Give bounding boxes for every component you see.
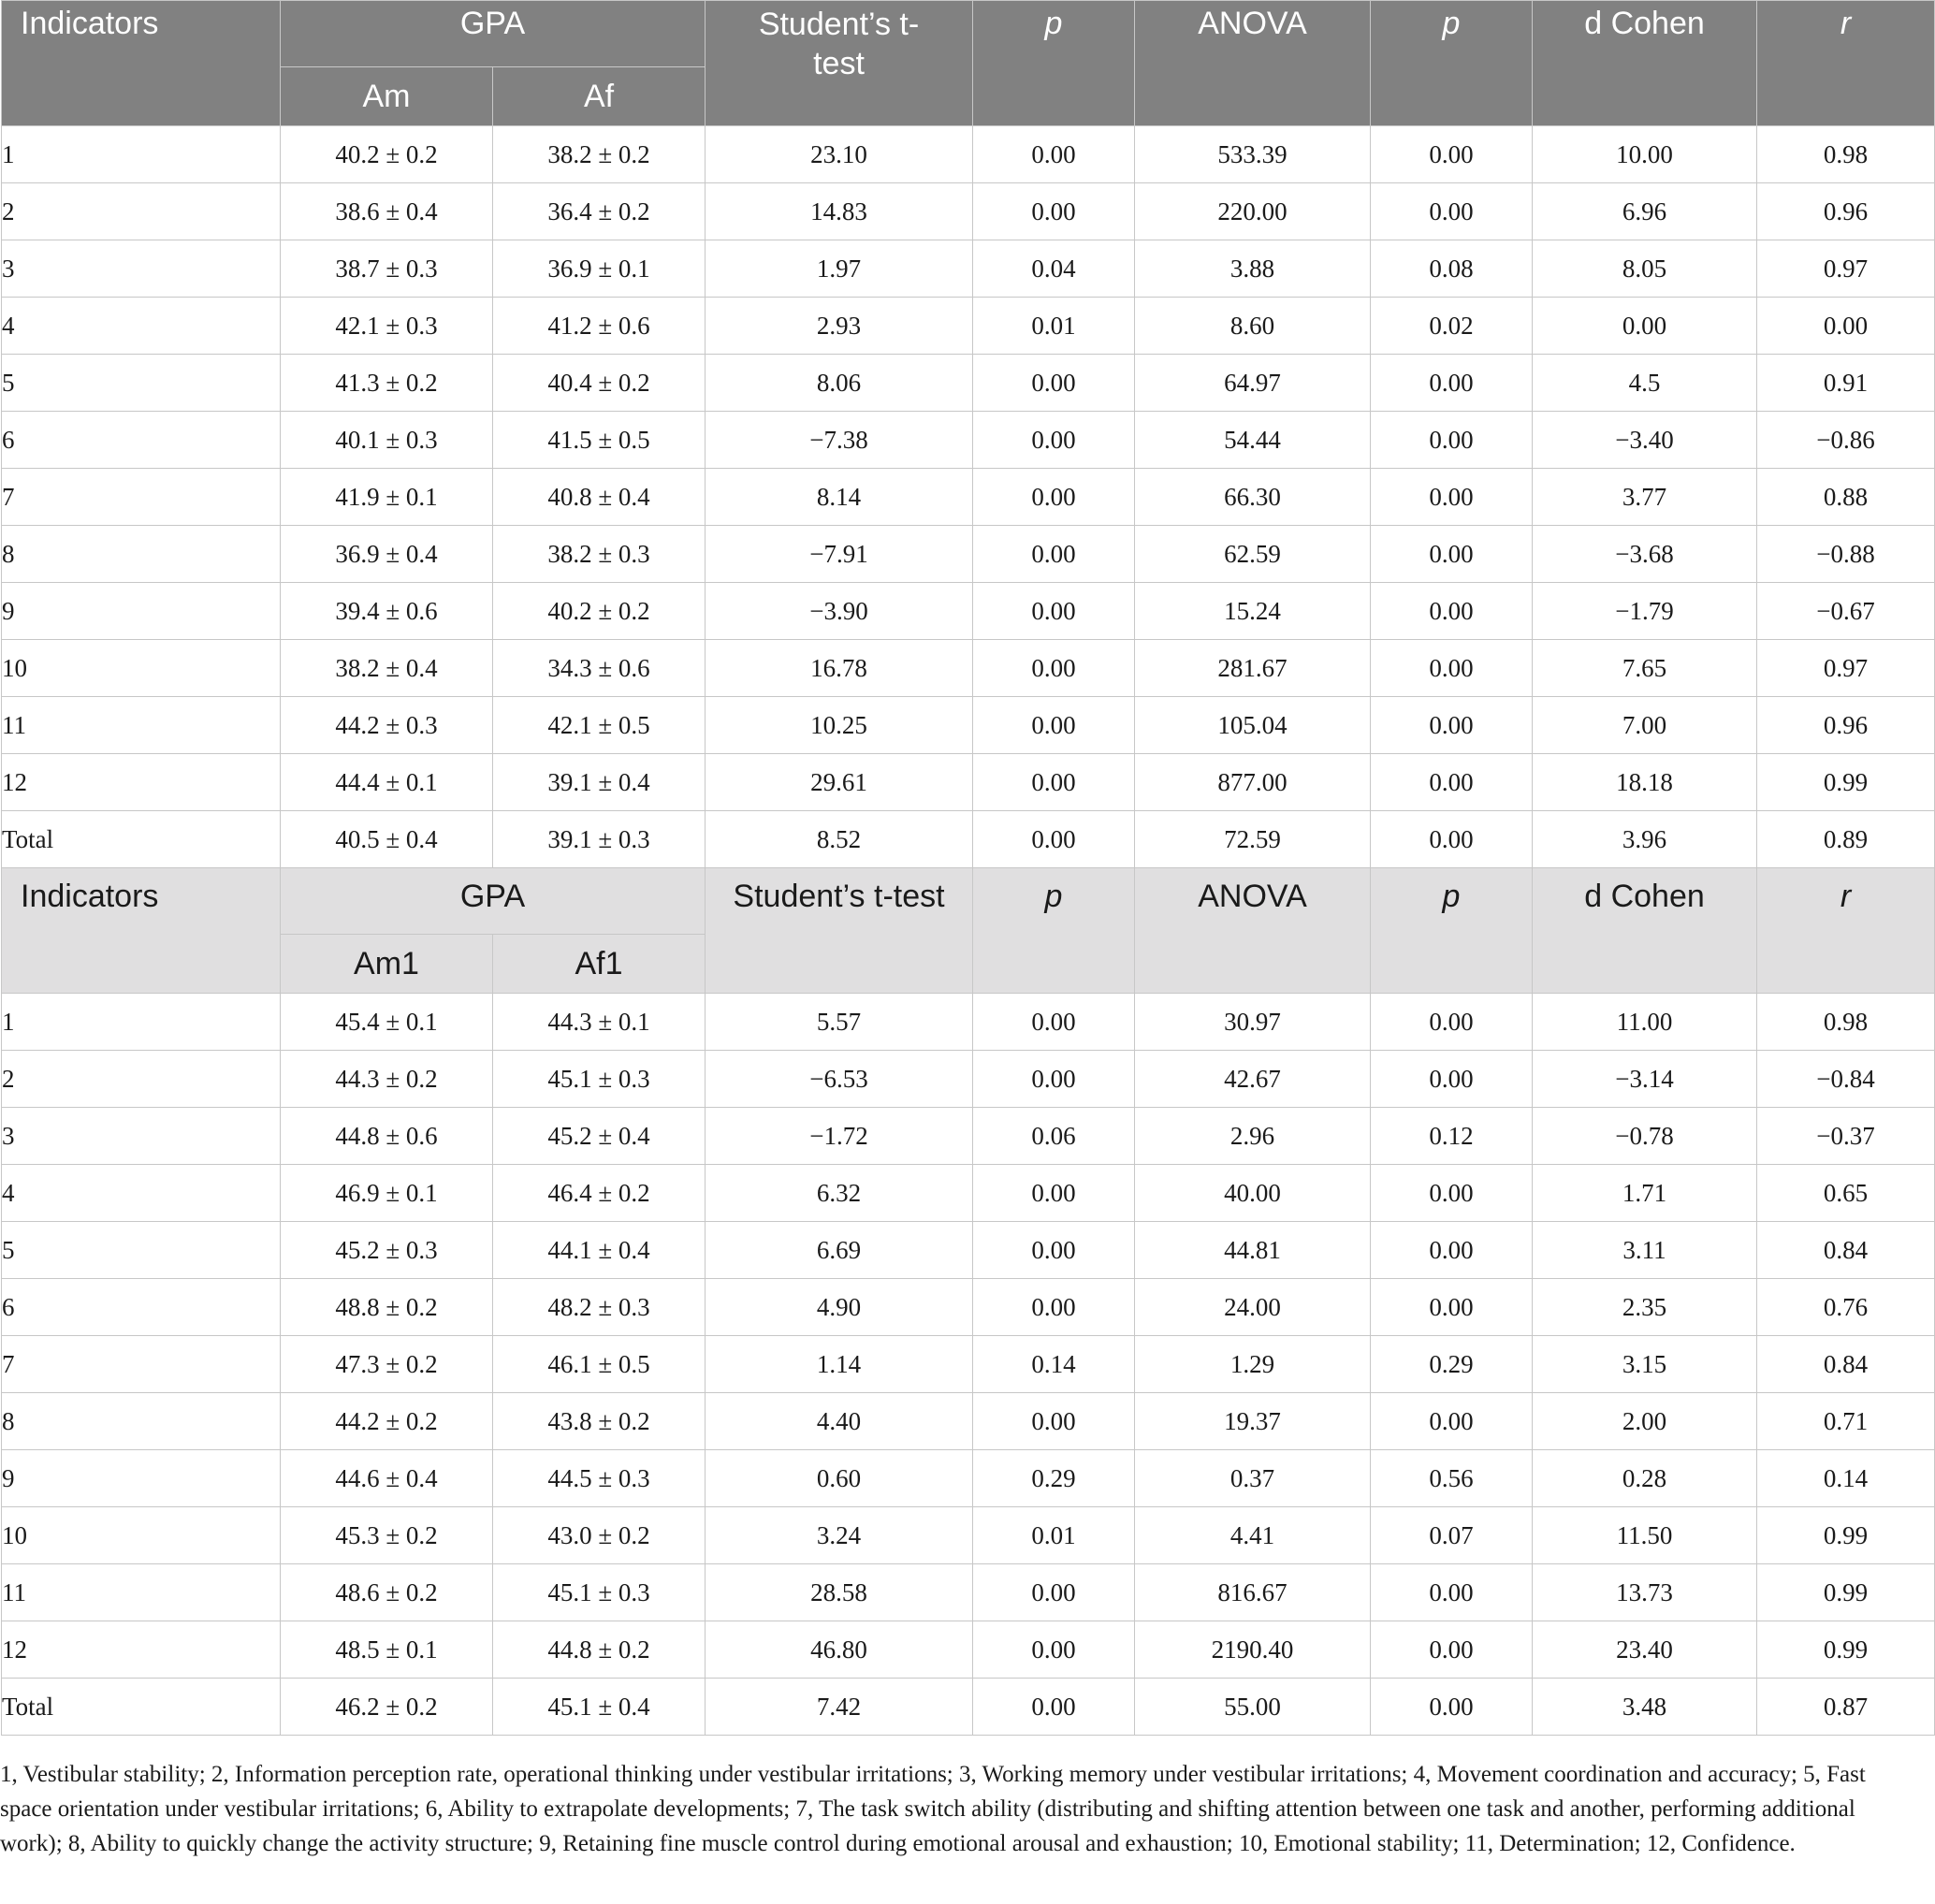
cell-r: 0.97 (1757, 240, 1935, 298)
cell-anova: 533.39 (1135, 126, 1371, 183)
cell-anova: 66.30 (1135, 469, 1371, 526)
cell-p-ttest: 0.00 (973, 697, 1135, 754)
cell-r: 0.91 (1757, 355, 1935, 412)
cell-p-anova: 0.00 (1371, 412, 1533, 469)
cell-r: 0.97 (1757, 640, 1935, 697)
header-p-anova: p (1371, 868, 1533, 994)
header-anova: ANOVA (1135, 1, 1371, 126)
cell-t-test: 14.83 (706, 183, 973, 240)
cell-anova: 0.37 (1135, 1450, 1371, 1507)
cell-indicator: 12 (2, 754, 281, 811)
cell-indicator: 3 (2, 240, 281, 298)
cell-anova: 220.00 (1135, 183, 1371, 240)
cell-p-ttest: 0.04 (973, 240, 1135, 298)
table-row (2, 1222, 1935, 1279)
table-row (2, 583, 1935, 640)
cell-p-anova: 0.00 (1371, 697, 1533, 754)
cell-p-anova: 0.12 (1371, 1108, 1533, 1165)
cell-d-cohen: 11.50 (1533, 1507, 1757, 1564)
cell-anova: 40.00 (1135, 1165, 1371, 1222)
cell-anova: 64.97 (1135, 355, 1371, 412)
cell-t-test: 1.14 (706, 1336, 973, 1393)
cell-r: 0.99 (1757, 1621, 1935, 1679)
cell-indicator: 9 (2, 583, 281, 640)
cell-group-b: 36.9 ± 0.1 (493, 240, 706, 298)
cell-d-cohen: 3.15 (1533, 1336, 1757, 1393)
cell-group-a: 46.9 ± 0.1 (281, 1165, 493, 1222)
cell-group-a: 36.9 ± 0.4 (281, 526, 493, 583)
cell-d-cohen: 4.5 (1533, 355, 1757, 412)
cell-p-anova: 0.56 (1371, 1450, 1533, 1507)
cell-d-cohen: 3.77 (1533, 469, 1757, 526)
cell-indicator: 10 (2, 1507, 281, 1564)
cell-indicator: 8 (2, 1393, 281, 1450)
cell-group-a: 45.4 ± 0.1 (281, 994, 493, 1051)
cell-indicator: 4 (2, 1165, 281, 1222)
cell-d-cohen: 3.48 (1533, 1679, 1757, 1736)
cell-p-ttest: 0.00 (973, 1051, 1135, 1108)
cell-group-b: 44.5 ± 0.3 (493, 1450, 706, 1507)
header-gpa: GPA (281, 1, 706, 67)
cell-indicator: 7 (2, 1336, 281, 1393)
cell-group-a: 38.7 ± 0.3 (281, 240, 493, 298)
table-row (2, 1564, 1935, 1621)
cell-group-b: 43.8 ± 0.2 (493, 1393, 706, 1450)
cell-t-test: −7.38 (706, 412, 973, 469)
header-gpa: GPA (281, 868, 706, 935)
cell-t-test: 4.90 (706, 1279, 973, 1336)
cell-indicator: 2 (2, 1051, 281, 1108)
cell-group-b: 43.0 ± 0.2 (493, 1507, 706, 1564)
table-row (2, 1165, 1935, 1222)
cell-indicator: 8 (2, 526, 281, 583)
header-p-ttest: p (973, 868, 1135, 994)
cell-t-test: 16.78 (706, 640, 973, 697)
table-row (2, 640, 1935, 697)
table2-body (2, 994, 1935, 1736)
cell-group-b: 40.8 ± 0.4 (493, 469, 706, 526)
cell-t-test: 23.10 (706, 126, 973, 183)
cell-indicator: 5 (2, 355, 281, 412)
cell-anova: 816.67 (1135, 1564, 1371, 1621)
table-row (2, 697, 1935, 754)
cell-indicator: 11 (2, 697, 281, 754)
cell-indicator: Total (2, 1679, 281, 1736)
cell-t-test: −7.91 (706, 526, 973, 583)
cell-group-b: 38.2 ± 0.2 (493, 126, 706, 183)
cell-group-b: 41.5 ± 0.5 (493, 412, 706, 469)
cell-p-ttest: 0.00 (973, 469, 1135, 526)
cell-d-cohen: −3.40 (1533, 412, 1757, 469)
table-row (2, 126, 1935, 183)
cell-p-anova: 0.08 (1371, 240, 1533, 298)
cell-anova: 3.88 (1135, 240, 1371, 298)
cell-group-a: 44.4 ± 0.1 (281, 754, 493, 811)
cell-group-b: 45.1 ± 0.3 (493, 1051, 706, 1108)
cell-r: 0.76 (1757, 1279, 1935, 1336)
cell-group-a: 46.2 ± 0.2 (281, 1679, 493, 1736)
cell-p-ttest: 0.00 (973, 1679, 1135, 1736)
cell-p-anova: 0.00 (1371, 1621, 1533, 1679)
cell-d-cohen: −3.14 (1533, 1051, 1757, 1108)
cell-group-b: 39.1 ± 0.3 (493, 811, 706, 868)
cell-p-ttest: 0.00 (973, 640, 1135, 697)
cell-group-a: 41.9 ± 0.1 (281, 469, 493, 526)
cell-group-a: 40.1 ± 0.3 (281, 412, 493, 469)
cell-group-b: 39.1 ± 0.4 (493, 754, 706, 811)
cell-anova: 24.00 (1135, 1279, 1371, 1336)
cell-anova: 15.24 (1135, 583, 1371, 640)
cell-indicator: 11 (2, 1564, 281, 1621)
cell-p-ttest: 0.29 (973, 1450, 1135, 1507)
cell-p-ttest: 0.00 (973, 1393, 1135, 1450)
cell-r: 0.96 (1757, 697, 1935, 754)
cell-p-anova: 0.00 (1371, 1165, 1533, 1222)
cell-t-test: 1.97 (706, 240, 973, 298)
cell-r: 0.96 (1757, 183, 1935, 240)
cell-t-test: 7.42 (706, 1679, 973, 1736)
cell-r: 0.65 (1757, 1165, 1935, 1222)
cell-r: 0.99 (1757, 1564, 1935, 1621)
cell-anova: 44.81 (1135, 1222, 1371, 1279)
cell-p-ttest: 0.00 (973, 1165, 1135, 1222)
table-row (2, 355, 1935, 412)
cell-t-test: 8.52 (706, 811, 973, 868)
table1-body (2, 126, 1935, 868)
cell-t-test: 28.58 (706, 1564, 973, 1621)
cell-d-cohen: 6.96 (1533, 183, 1757, 240)
cell-t-test: 6.69 (706, 1222, 973, 1279)
cell-r: 0.14 (1757, 1450, 1935, 1507)
cell-p-anova: 0.07 (1371, 1507, 1533, 1564)
cell-p-anova: 0.00 (1371, 126, 1533, 183)
cell-r: 0.00 (1757, 298, 1935, 355)
cell-d-cohen: 18.18 (1533, 754, 1757, 811)
cell-anova: 105.04 (1135, 697, 1371, 754)
cell-r: −0.37 (1757, 1108, 1935, 1165)
cell-p-ttest: 0.00 (973, 1279, 1135, 1336)
table-row (2, 1279, 1935, 1336)
cell-group-b: 44.8 ± 0.2 (493, 1621, 706, 1679)
cell-indicator: 2 (2, 183, 281, 240)
header-p-anova: p (1371, 1, 1533, 126)
cell-group-a: 45.2 ± 0.3 (281, 1222, 493, 1279)
cell-group-a: 48.8 ± 0.2 (281, 1279, 493, 1336)
header-group-am1: Am1 (281, 935, 493, 994)
cell-indicator: 7 (2, 469, 281, 526)
cell-p-ttest: 0.00 (973, 754, 1135, 811)
cell-r: 0.98 (1757, 126, 1935, 183)
cell-group-b: 45.1 ± 0.3 (493, 1564, 706, 1621)
cell-p-anova: 0.00 (1371, 640, 1533, 697)
cell-group-a: 42.1 ± 0.3 (281, 298, 493, 355)
cell-p-ttest: 0.00 (973, 183, 1135, 240)
cell-d-cohen: 7.65 (1533, 640, 1757, 697)
cell-r: 0.89 (1757, 811, 1935, 868)
header-d-cohen: d Cohen (1533, 1, 1757, 126)
cell-r: 0.88 (1757, 469, 1935, 526)
cell-group-b: 36.4 ± 0.2 (493, 183, 706, 240)
cell-indicator: 10 (2, 640, 281, 697)
cell-group-b: 48.2 ± 0.3 (493, 1279, 706, 1336)
cell-p-ttest: 0.00 (973, 355, 1135, 412)
cell-p-ttest: 0.00 (973, 583, 1135, 640)
cell-d-cohen: 11.00 (1533, 994, 1757, 1051)
cell-group-a: 44.8 ± 0.6 (281, 1108, 493, 1165)
cell-p-anova: 0.00 (1371, 1222, 1533, 1279)
cell-group-a: 45.3 ± 0.2 (281, 1507, 493, 1564)
header-r: r (1757, 1, 1935, 126)
cell-r: 0.99 (1757, 1507, 1935, 1564)
cell-p-anova: 0.00 (1371, 1679, 1533, 1736)
table-row (2, 1450, 1935, 1507)
cell-p-anova: 0.00 (1371, 355, 1533, 412)
table1-header (2, 1, 1935, 126)
cell-d-cohen: 0.28 (1533, 1450, 1757, 1507)
header-indicators: Indicators (2, 1, 281, 126)
cell-r: −0.86 (1757, 412, 1935, 469)
cell-group-b: 40.2 ± 0.2 (493, 583, 706, 640)
cell-t-test: 3.24 (706, 1507, 973, 1564)
table-row (2, 1679, 1935, 1736)
cell-group-b: 44.1 ± 0.4 (493, 1222, 706, 1279)
cell-group-b: 44.3 ± 0.1 (493, 994, 706, 1051)
cell-p-anova: 0.00 (1371, 994, 1533, 1051)
header-group-af1: Af1 (493, 935, 706, 994)
cell-group-b: 42.1 ± 0.5 (493, 697, 706, 754)
cell-indicator: 1 (2, 994, 281, 1051)
cell-r: −0.67 (1757, 583, 1935, 640)
table-row (2, 754, 1935, 811)
table-row (2, 1621, 1935, 1679)
cell-group-b: 45.1 ± 0.4 (493, 1679, 706, 1736)
cell-indicator: 12 (2, 1621, 281, 1679)
table-footnote: 1, Vestibular stability; 2, Information perception rate, operational thinking under vestibular irritations; 3, Working memory under vestibular irritations; 4, Movement coordination and accuracy; 5, Fast space orientation under vestibular irritations; 6, Ability to extrapolate developments; 7, The task switch ability (distributing and shifting attention between one task and another, performing additional work); 8, Ability to quickly change the activity structure; 9, Retaining fine muscle control during emotional arousal and exhaustion; 10, Emotional stability; 11, Determination; 12, Confidence. (0, 1762, 1866, 1856)
cell-anova: 4.41 (1135, 1507, 1371, 1564)
table-row (2, 1336, 1935, 1393)
cell-group-a: 44.2 ± 0.2 (281, 1393, 493, 1450)
cell-r: 0.84 (1757, 1336, 1935, 1393)
cell-t-test: 0.60 (706, 1450, 973, 1507)
cell-indicator: 3 (2, 1108, 281, 1165)
cell-anova: 2190.40 (1135, 1621, 1371, 1679)
cell-group-a: 40.5 ± 0.4 (281, 811, 493, 868)
cell-d-cohen: 2.00 (1533, 1393, 1757, 1450)
cell-p-ttest: 0.01 (973, 298, 1135, 355)
cell-t-test: 2.93 (706, 298, 973, 355)
cell-d-cohen: −1.79 (1533, 583, 1757, 640)
cell-anova: 8.60 (1135, 298, 1371, 355)
cell-p-ttest: 0.00 (973, 126, 1135, 183)
cell-group-a: 47.3 ± 0.2 (281, 1336, 493, 1393)
cell-group-a: 38.2 ± 0.4 (281, 640, 493, 697)
cell-d-cohen: 3.11 (1533, 1222, 1757, 1279)
table-row (2, 1108, 1935, 1165)
header-p-ttest: p (973, 1, 1135, 126)
results-table (1, 0, 1935, 1736)
cell-t-test: 8.06 (706, 355, 973, 412)
cell-indicator: 6 (2, 412, 281, 469)
cell-p-anova: 0.00 (1371, 1393, 1533, 1450)
cell-r: −0.88 (1757, 526, 1935, 583)
cell-group-a: 44.2 ± 0.3 (281, 697, 493, 754)
cell-p-anova: 0.00 (1371, 1564, 1533, 1621)
table-row (2, 994, 1935, 1051)
cell-p-anova: 0.00 (1371, 183, 1533, 240)
cell-d-cohen: −3.68 (1533, 526, 1757, 583)
header-r: r (1757, 868, 1935, 994)
cell-indicator: 9 (2, 1450, 281, 1507)
cell-indicator: 1 (2, 126, 281, 183)
cell-d-cohen: 7.00 (1533, 697, 1757, 754)
cell-r: 0.71 (1757, 1393, 1935, 1450)
cell-r: −0.84 (1757, 1051, 1935, 1108)
cell-group-b: 38.2 ± 0.3 (493, 526, 706, 583)
header-d-cohen: d Cohen (1533, 868, 1757, 994)
cell-p-anova: 0.00 (1371, 526, 1533, 583)
cell-group-a: 44.6 ± 0.4 (281, 1450, 493, 1507)
table-row (2, 412, 1935, 469)
cell-p-ttest: 0.06 (973, 1108, 1135, 1165)
cell-t-test: −1.72 (706, 1108, 973, 1165)
header-group-af: Af (493, 67, 706, 126)
cell-group-a: 38.6 ± 0.4 (281, 183, 493, 240)
cell-p-ttest: 0.01 (973, 1507, 1135, 1564)
cell-group-a: 39.4 ± 0.6 (281, 583, 493, 640)
cell-d-cohen: 3.96 (1533, 811, 1757, 868)
cell-p-ttest: 0.00 (973, 1564, 1135, 1621)
cell-r: 0.87 (1757, 1679, 1935, 1736)
cell-t-test: 6.32 (706, 1165, 973, 1222)
table-row (2, 183, 1935, 240)
cell-p-anova: 0.00 (1371, 1279, 1533, 1336)
cell-p-ttest: 0.00 (973, 1621, 1135, 1679)
cell-anova: 1.29 (1135, 1336, 1371, 1393)
cell-r: 0.98 (1757, 994, 1935, 1051)
cell-group-a: 48.5 ± 0.1 (281, 1621, 493, 1679)
cell-p-ttest: 0.00 (973, 412, 1135, 469)
cell-t-test: 4.40 (706, 1393, 973, 1450)
cell-p-anova: 0.00 (1371, 1051, 1533, 1108)
table2-header (2, 868, 1935, 994)
header-indicators: Indicators (2, 868, 281, 994)
table-row (2, 1393, 1935, 1450)
table-row (2, 1051, 1935, 1108)
cell-group-b: 46.4 ± 0.2 (493, 1165, 706, 1222)
cell-group-a: 44.3 ± 0.2 (281, 1051, 493, 1108)
cell-indicator: 4 (2, 298, 281, 355)
cell-p-ttest: 0.00 (973, 994, 1135, 1051)
cell-indicator: 5 (2, 1222, 281, 1279)
cell-d-cohen: 10.00 (1533, 126, 1757, 183)
table-row (2, 298, 1935, 355)
cell-d-cohen: 0.00 (1533, 298, 1757, 355)
cell-anova: 54.44 (1135, 412, 1371, 469)
cell-p-anova: 0.00 (1371, 583, 1533, 640)
cell-d-cohen: −0.78 (1533, 1108, 1757, 1165)
cell-anova: 62.59 (1135, 526, 1371, 583)
cell-t-test: 8.14 (706, 469, 973, 526)
table-row (2, 240, 1935, 298)
cell-group-a: 41.3 ± 0.2 (281, 355, 493, 412)
cell-d-cohen: 8.05 (1533, 240, 1757, 298)
cell-d-cohen: 23.40 (1533, 1621, 1757, 1679)
cell-group-b: 46.1 ± 0.5 (493, 1336, 706, 1393)
table-row (2, 1507, 1935, 1564)
table-row (2, 811, 1935, 868)
cell-group-b: 34.3 ± 0.6 (493, 640, 706, 697)
cell-d-cohen: 1.71 (1533, 1165, 1757, 1222)
header-group-am: Am (281, 67, 493, 126)
cell-group-b: 45.2 ± 0.4 (493, 1108, 706, 1165)
cell-p-anova: 0.02 (1371, 298, 1533, 355)
cell-group-a: 40.2 ± 0.2 (281, 126, 493, 183)
cell-anova: 30.97 (1135, 994, 1371, 1051)
cell-anova: 877.00 (1135, 754, 1371, 811)
table-row (2, 469, 1935, 526)
cell-t-test: 5.57 (706, 994, 973, 1051)
cell-p-anova: 0.00 (1371, 469, 1533, 526)
cell-r: 0.99 (1757, 754, 1935, 811)
cell-indicator: 6 (2, 1279, 281, 1336)
cell-anova: 2.96 (1135, 1108, 1371, 1165)
cell-anova: 42.67 (1135, 1051, 1371, 1108)
table-row (2, 526, 1935, 583)
cell-t-test: 29.61 (706, 754, 973, 811)
cell-r: 0.84 (1757, 1222, 1935, 1279)
cell-anova: 55.00 (1135, 1679, 1371, 1736)
cell-p-ttest: 0.14 (973, 1336, 1135, 1393)
cell-anova: 281.67 (1135, 640, 1371, 697)
header-anova: ANOVA (1135, 868, 1371, 994)
cell-anova: 72.59 (1135, 811, 1371, 868)
cell-d-cohen: 2.35 (1533, 1279, 1757, 1336)
cell-d-cohen: 13.73 (1533, 1564, 1757, 1621)
cell-t-test: −3.90 (706, 583, 973, 640)
cell-group-b: 40.4 ± 0.2 (493, 355, 706, 412)
cell-p-anova: 0.29 (1371, 1336, 1533, 1393)
cell-p-anova: 0.00 (1371, 754, 1533, 811)
cell-group-a: 48.6 ± 0.2 (281, 1564, 493, 1621)
cell-p-anova: 0.00 (1371, 811, 1533, 868)
cell-p-ttest: 0.00 (973, 526, 1135, 583)
cell-t-test: 10.25 (706, 697, 973, 754)
cell-group-b: 41.2 ± 0.6 (493, 298, 706, 355)
header-ttest: Student’s t-test (706, 868, 973, 994)
cell-p-ttest: 0.00 (973, 811, 1135, 868)
cell-t-test: 46.80 (706, 1621, 973, 1679)
cell-t-test: −6.53 (706, 1051, 973, 1108)
cell-anova: 19.37 (1135, 1393, 1371, 1450)
cell-p-ttest: 0.00 (973, 1222, 1135, 1279)
header-ttest: Student’s t-test (706, 1, 973, 126)
cell-indicator: Total (2, 811, 281, 868)
